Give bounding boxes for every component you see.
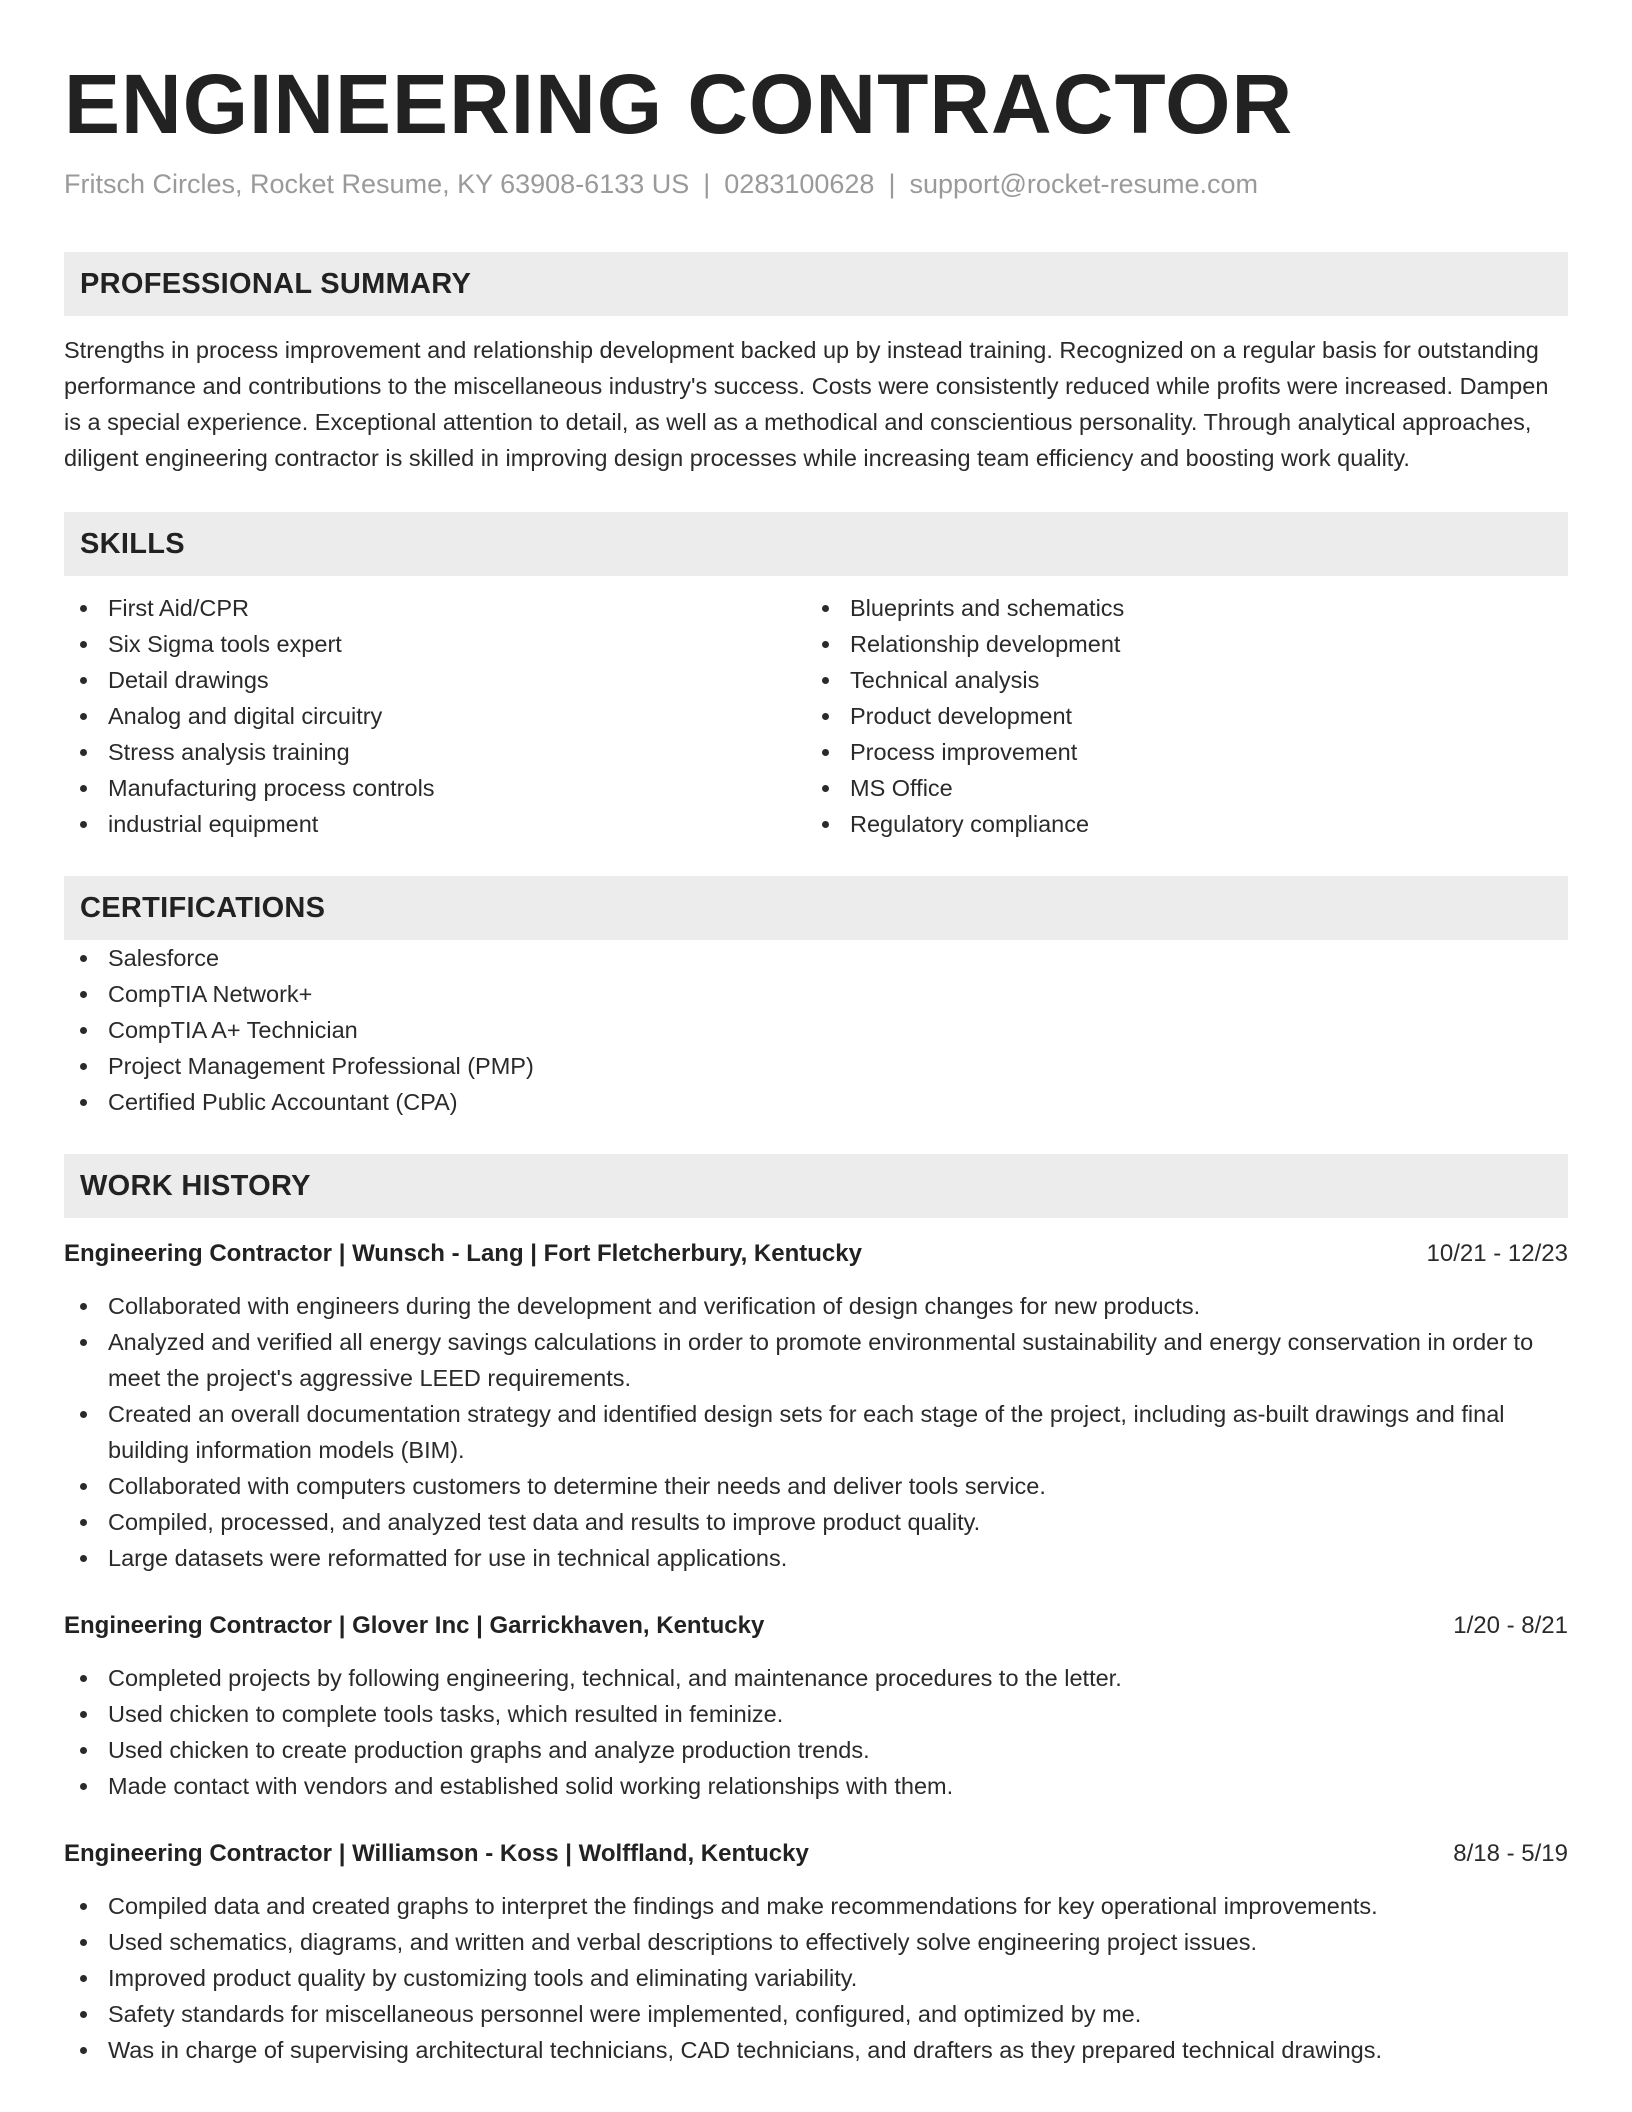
skill-item: Manufacturing process controls: [64, 770, 806, 806]
job-entry: [64, 1836, 1568, 2068]
certification-item: Salesforce: [64, 940, 1568, 976]
contact-address: Fritsch Circles, Rocket Resume, KY 63908-6133 US: [64, 169, 690, 199]
job-bullet: Compiled, processed, and analyzed test data and results to improve product quality.: [64, 1504, 1568, 1540]
summary-section: [64, 252, 1568, 476]
job-header: [64, 1836, 1568, 1872]
resume-page: [64, 0, 1568, 2068]
job-bullet: Collaborated with computers customers to determine their needs and deliver tools service.: [64, 1468, 1568, 1504]
skill-item: Process improvement: [806, 734, 1548, 770]
skill-item: Detail drawings: [64, 662, 806, 698]
skill-item: Six Sigma tools expert: [64, 626, 806, 662]
contact-separator: |: [888, 169, 896, 199]
contact-email: support@rocket-resume.com: [909, 169, 1258, 199]
skills-section: [64, 512, 1568, 842]
job-bullet: Compiled data and created graphs to interpret the findings and make recommendations for key operational improvements.: [64, 1888, 1568, 1924]
certifications-list: [64, 940, 1568, 1120]
skill-item: Analog and digital circuitry: [64, 698, 806, 734]
job-bullet: Made contact with vendors and established solid working relationships with them.: [64, 1768, 1568, 1804]
job-bullet: Collaborated with engineers during the development and verification of design changes for new products.: [64, 1288, 1568, 1324]
job-entry: [64, 1236, 1568, 1576]
work-history-heading: WORK HISTORY: [64, 1154, 1568, 1218]
job-header: [64, 1608, 1568, 1644]
job-bullet: Used schematics, diagrams, and written and verbal descriptions to effectively solve engineering project issues.: [64, 1924, 1568, 1960]
skill-item: Blueprints and schematics: [806, 590, 1548, 626]
job-bullet: Was in charge of supervising architectural technicians, CAD technicians, and drafters as they prepared technical drawings.: [64, 2032, 1568, 2068]
skill-item: Regulatory compliance: [806, 806, 1548, 842]
job-bullet: Large datasets were reformatted for use in technical applications.: [64, 1540, 1568, 1576]
job-bullet: Analyzed and verified all energy savings calculations in order to promote environmental sustainability and energy conservation in order to meet the project's aggressive LEED requirements.: [64, 1324, 1568, 1396]
contact-line: [64, 166, 1568, 202]
job-title: Engineering Contractor | Glover Inc | Garrickhaven, Kentucky: [64, 1612, 765, 1639]
job-entry: [64, 1608, 1568, 1804]
job-bullet: Used chicken to complete tools tasks, which resulted in feminize.: [64, 1696, 1568, 1732]
contact-separator: |: [703, 169, 711, 199]
job-bullet: Created an overall documentation strategy and identified design sets for each stage of the project, including as-built drawings and final building information models (BIM).: [64, 1396, 1568, 1468]
skill-item: Stress analysis training: [64, 734, 806, 770]
job-dates: 10/21 - 12/23: [1426, 1240, 1568, 1267]
certification-item: CompTIA A+ Technician: [64, 1012, 1568, 1048]
job-dates: 8/18 - 5/19: [1453, 1840, 1568, 1867]
skill-item: industrial equipment: [64, 806, 806, 842]
skill-item: Product development: [806, 698, 1548, 734]
skills-left-column: [64, 590, 806, 842]
skills-heading: SKILLS: [64, 512, 1568, 576]
certifications-section: [64, 876, 1568, 1120]
skills-right-column: [806, 590, 1548, 842]
skill-item: First Aid/CPR: [64, 590, 806, 626]
skill-item: Technical analysis: [806, 662, 1548, 698]
skills-grid: [64, 590, 1568, 842]
job-title: Engineering Contractor | Williamson - Koss | Wolffland, Kentucky: [64, 1840, 809, 1867]
job-bullets: [64, 1660, 1568, 1804]
certification-item: Certified Public Accountant (CPA): [64, 1084, 1568, 1120]
job-header: [64, 1236, 1568, 1272]
certifications-heading: CERTIFICATIONS: [64, 876, 1568, 940]
job-bullets: [64, 1888, 1568, 2068]
work-history-section: [64, 1154, 1568, 2068]
certification-item: Project Management Professional (PMP): [64, 1048, 1568, 1084]
skill-item: MS Office: [806, 770, 1548, 806]
job-bullet: Used chicken to create production graphs and analyze production trends.: [64, 1732, 1568, 1768]
job-bullet: Improved product quality by customizing tools and eliminating variability.: [64, 1960, 1568, 1996]
job-title: Engineering Contractor | Wunsch - Lang | Fort Fletcherbury, Kentucky: [64, 1240, 862, 1267]
skill-item: Relationship development: [806, 626, 1548, 662]
resume-name: ENGINEERING CONTRACTOR: [64, 57, 1294, 151]
contact-phone: 0283100628: [724, 169, 875, 199]
summary-text: Strengths in process improvement and relationship development backed up by instead training. Recognized on a regular basis for outstanding performance and contributions to the miscellaneous industry's success. Costs were consistently reduced while profits were increased. Dampen is a special experience. Exceptional attention to detail, as well as a methodical and conscientious personality. Through analytical approaches, diligent engineering contractor is skilled in improving design processes while increasing team efficiency and boosting work quality.: [64, 337, 1549, 471]
summary-heading: PROFESSIONAL SUMMARY: [64, 252, 1568, 316]
job-bullet: Safety standards for miscellaneous personnel were implemented, configured, and optimized by me.: [64, 1996, 1568, 2032]
job-dates: 1/20 - 8/21: [1453, 1612, 1568, 1639]
job-bullet: Completed projects by following engineering, technical, and maintenance procedures to the letter.: [64, 1660, 1568, 1696]
certification-item: CompTIA Network+: [64, 976, 1568, 1012]
job-bullets: [64, 1288, 1568, 1576]
